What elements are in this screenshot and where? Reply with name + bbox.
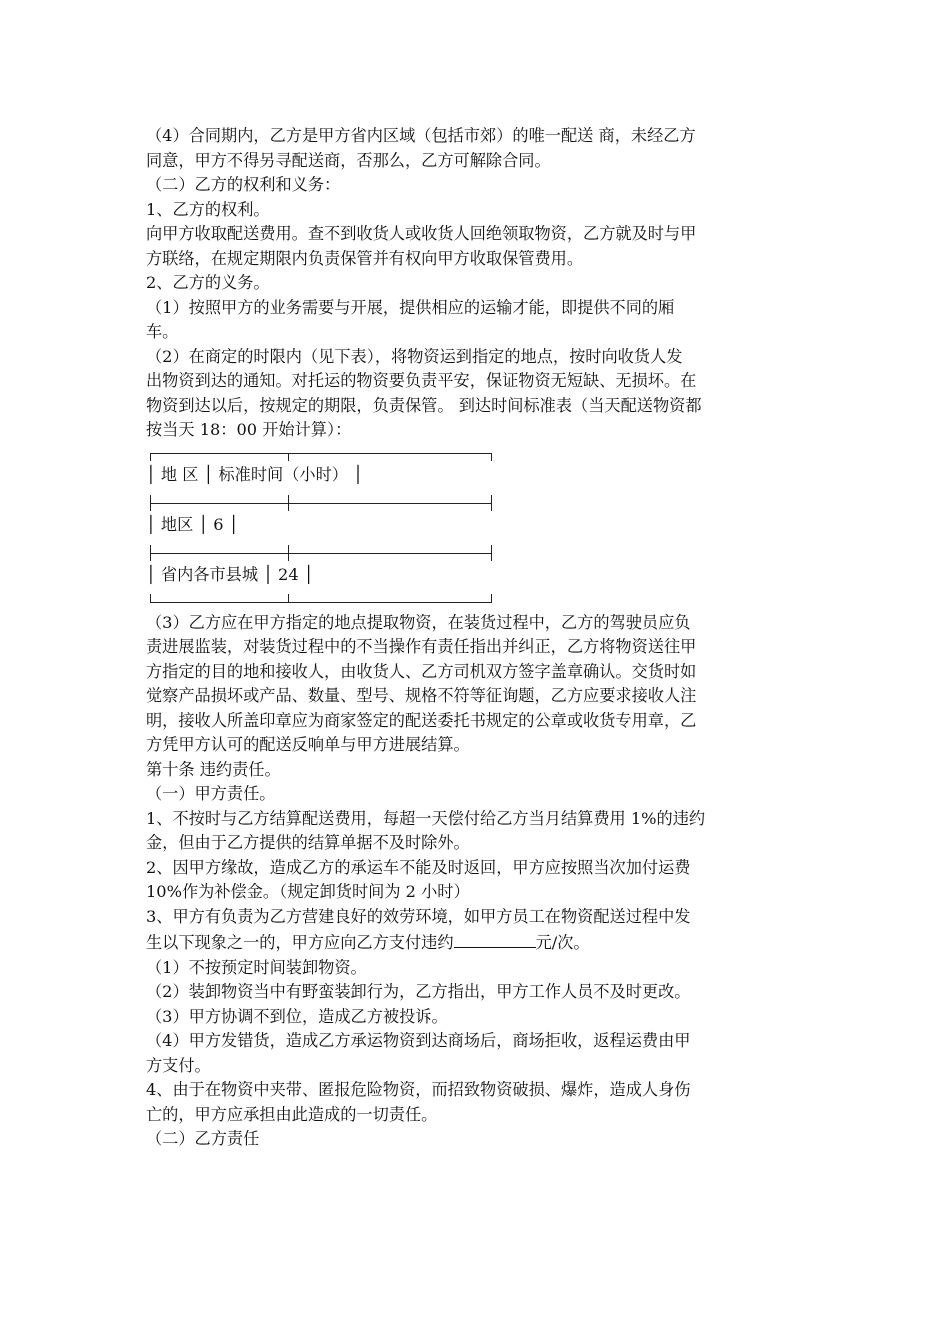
paragraph-line: 3、甲方有负责为乙方营建良好的效劳环境，如甲方员工在物资配送过程中发 bbox=[146, 906, 691, 926]
paragraph-line-with-blank bbox=[146, 929, 814, 956]
table-rule bbox=[150, 594, 151, 602]
table-rule bbox=[150, 545, 151, 561]
paragraph-line: 金，但由于乙方提供的结算单据不及时除外。 bbox=[146, 833, 470, 852]
paragraph-line: （3）乙方应在甲方指定的地点提取物资，在装货过程中，乙方的驾驶员应负 bbox=[146, 612, 691, 632]
section-mid bbox=[146, 611, 814, 956]
paragraph-line: 10%作为补偿金。（规定卸货时间为 2 小时） bbox=[146, 882, 470, 901]
paragraph-line: （3）甲方协调不到位，造成乙方被投诉。 bbox=[146, 1006, 448, 1026]
paragraph-line: 物资到达以后，按规定的期限，负责保管。 到达时间标准表（当天配送物资都 bbox=[146, 395, 702, 415]
table-rule bbox=[150, 453, 492, 454]
article-heading: 第十条 违约责任。 bbox=[146, 759, 281, 779]
table-rule bbox=[288, 545, 289, 561]
table-row: │ 地 区 │ 标准时间（小时） │ bbox=[146, 464, 363, 484]
section-heading: （一）甲方责任。 bbox=[146, 784, 276, 803]
paragraph-line: （2）在商定的时限内（见下表），将物资运到指定的地点，按时向收货人发 bbox=[146, 346, 683, 366]
fill-in-blank bbox=[454, 929, 536, 948]
paragraph-line: 方凭甲方认可的配送反响单与甲方进展结算。 bbox=[146, 735, 470, 754]
table-rule bbox=[150, 602, 492, 603]
paragraph-line: 明，接收人所盖印章应为商家签定的配送委托书规定的公章或收货专用章，乙 bbox=[146, 710, 697, 730]
table-row: │ 省内各市县城 │ 24 │ bbox=[146, 564, 314, 584]
blank-line-after: 元/次。 bbox=[535, 933, 590, 952]
paragraph-line: 亡的，甲方应承担由此造成的一切责任。 bbox=[146, 1104, 438, 1124]
table-rule bbox=[150, 503, 492, 504]
blank-line-before: 生以下现象之一的，甲方应向乙方支付违约 bbox=[146, 933, 454, 952]
table-rule bbox=[150, 453, 151, 461]
paragraph-line: （2）装卸物资当中有野蛮装卸行为，乙方指出，甲方工作人员不及时更改。 bbox=[146, 982, 691, 1001]
section-top bbox=[146, 124, 814, 443]
paragraph-line: （1）不按预定时间装卸物资。 bbox=[146, 957, 367, 977]
table-rule bbox=[491, 453, 492, 461]
paragraph-line: 1、不按时与乙方结算配送费用，每超一天偿付给乙方当月结算费用 1%的违约 bbox=[146, 808, 706, 828]
section-heading: （二）乙方的权利和义务： bbox=[146, 175, 341, 194]
paragraph-line: 觉察产品损坏或产品、数量、型号、规格不符等征询题，乙方应要求接收人注 bbox=[146, 686, 697, 705]
paragraph-line: 4、由于在物资中夹带、匿报危险物资，而招致物资破损、爆炸，造成人身伤 bbox=[146, 1080, 691, 1099]
paragraph-line: 按当天 18：00 开始计算）： bbox=[146, 420, 352, 439]
paragraph-line: （4）甲方发错货，造成乙方承运物资到达商场后，商场拒收，返程运费由甲 bbox=[146, 1031, 691, 1050]
table-rule bbox=[491, 545, 492, 561]
paragraph-line: 方指定的目的地和接收人，由收货人、乙方司机双方签字盖章确认。交货时如 bbox=[146, 661, 697, 681]
paragraph-line: 方联络，在规定期限内负责保管并有权向甲方收取保管费用。 bbox=[146, 248, 584, 268]
clause-heading: 1、乙方的权利。 bbox=[146, 199, 270, 219]
clause-heading: 2、乙方的义务。 bbox=[146, 273, 270, 292]
paragraph-line: 方支付。 bbox=[146, 1055, 211, 1075]
paragraph-line: 出物资到达的通知。对托运的物资要负责平安，保证物资无短缺、无损坏。在 bbox=[146, 371, 697, 390]
table-rule bbox=[491, 495, 492, 511]
paragraph-line: （1）按照甲方的业务需要与开展，提供相应的运输才能，即提供不同的厢 bbox=[146, 297, 675, 317]
table-rule bbox=[491, 594, 492, 602]
paragraph-line: 同意，甲方不得另寻配送商，否那么，乙方可解除合同。 bbox=[146, 150, 551, 170]
section-heading: （二）乙方责任 bbox=[146, 1129, 260, 1148]
table-rule bbox=[150, 553, 492, 554]
table-row: │ 地区 │ 6 │ bbox=[146, 514, 239, 534]
table-rule bbox=[288, 453, 289, 461]
paragraph-line: 2、因甲方缘故，造成乙方的承运车不能及时返回，甲方应按照当次加付运费 bbox=[146, 857, 691, 877]
section-bottom bbox=[146, 956, 814, 1152]
table-rule bbox=[288, 495, 289, 511]
paragraph-line: 车。 bbox=[146, 322, 179, 341]
paragraph-line: 向甲方收取配送费用。查不到收货人或收货人回绝领取物资，乙方就及时与甲 bbox=[146, 224, 697, 243]
delivery-time-table bbox=[146, 449, 814, 605]
document-page bbox=[146, 124, 814, 1152]
table-rule bbox=[288, 594, 289, 602]
table-rule bbox=[150, 495, 151, 511]
paragraph-line: （4）合同期内，乙方是甲方省内区域（包括市郊）的唯一配送 商，未经乙方 bbox=[146, 126, 696, 145]
paragraph-line: 责进展监装，对装货过程中的不当操作有责任指出并纠正，乙方将物资送往甲 bbox=[146, 637, 697, 656]
